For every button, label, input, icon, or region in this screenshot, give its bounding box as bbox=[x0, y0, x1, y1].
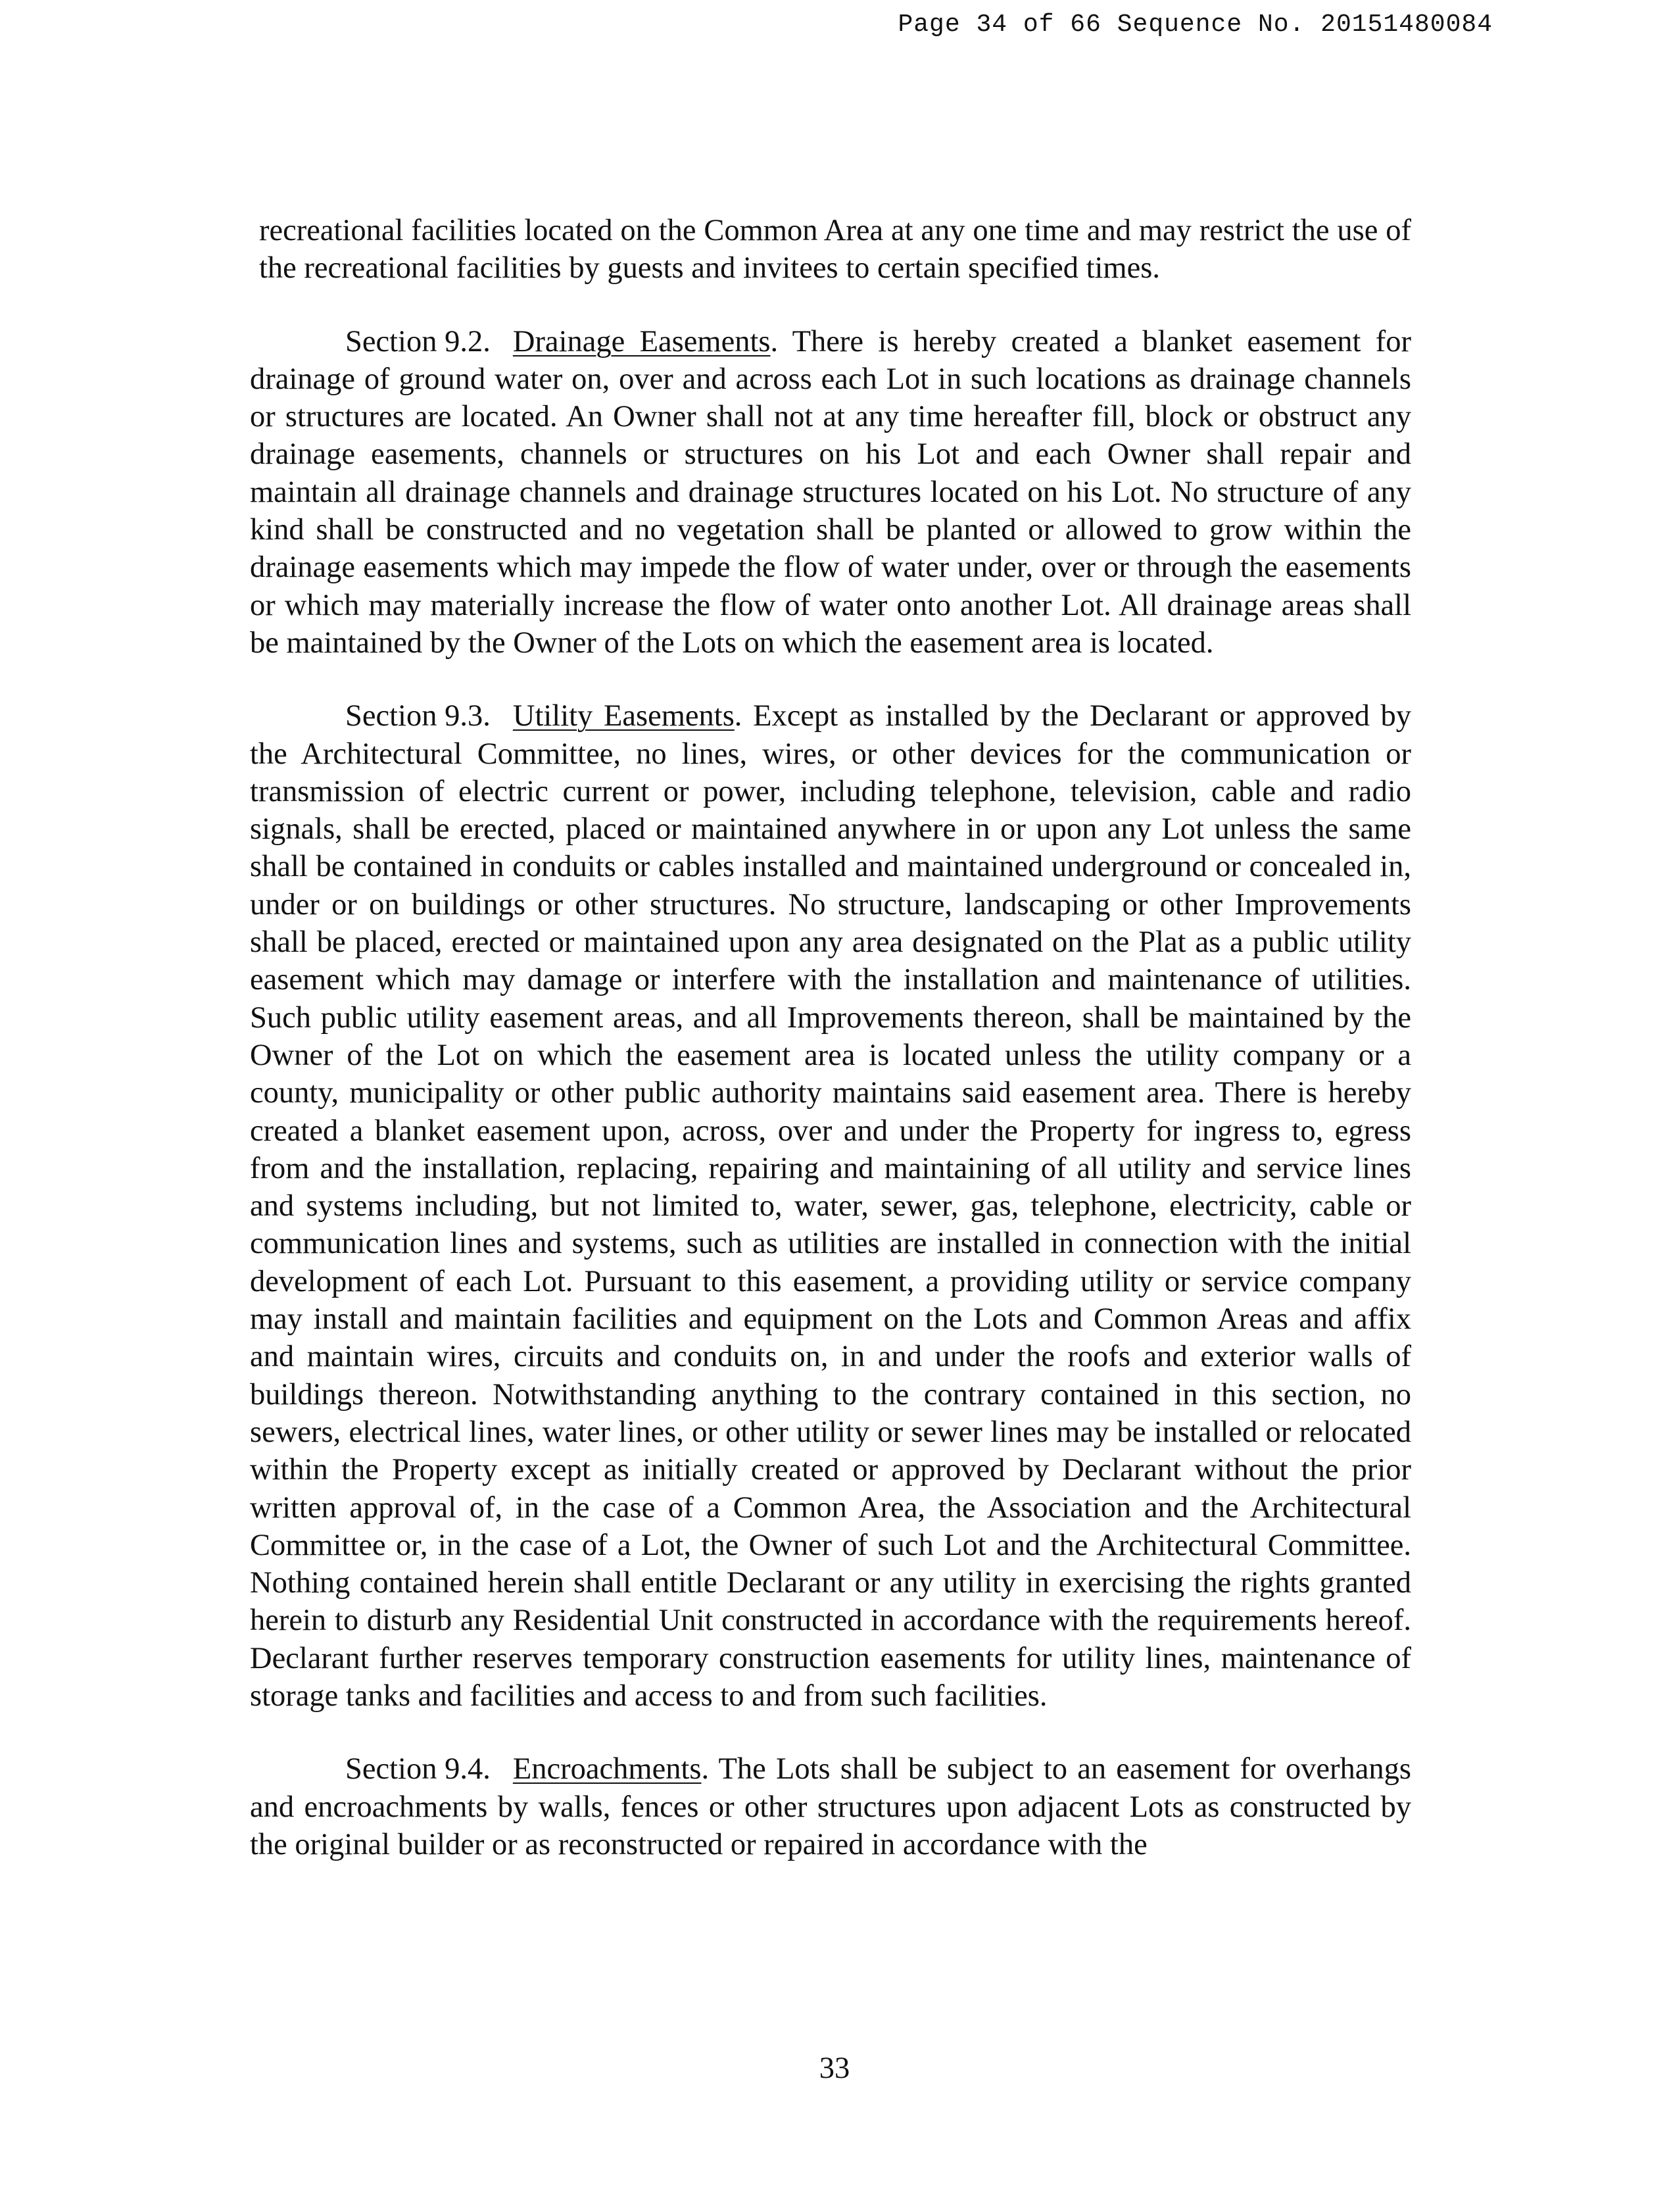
paragraph-continuation bbox=[250, 212, 1411, 287]
section-heading: Drainage Easements bbox=[512, 324, 771, 358]
paragraph-text: . Except as installed by the Declarant or approved by the Architectural Committee, no lines, wires, or other devices for the communication or transmission of electric current or power, including telephone, television, cable and radio signals, shall be erected, placed or maintained anywhere in or upon any Lot unless the same shall be contained in conduits or cables installed and maintained underground or concealed in, under or on buildings or other structures. No structure, landscaping or other Improvements shall be placed, erected or maintained upon any area designated on the Plat as a public utility easement which may damage or interfere with the installation and maintenance of utilities. Such public utility easement areas, and all Improvements thereon, shall be maintained by the Owner of the Lot on which the easement area is located unless the utility company or a county, municipality or other public authority maintains said easement area. There is hereby created a blanket easement upon, across, over and under the Property for ingress to, egress from and the installation, replacing, repairing and maintaining of all utility and service lines and systems including, but not limited to, water, sewer, gas, telephone, electricity, cable or communication lines and systems, such as utilities are installed in connection with the initial development of each Lot. Pursuant to this easement, a providing utility or service company may install and maintain facilities and equipment on the Lots and Common Areas and affix and maintain wires, circuits and conduits on, in and under the roofs and exterior walls of buildings thereon. Notwithstanding anything to the contrary contained in this section, no sewers, electrical lines, water lines, or other utility or sewer lines may be installed or relocated within the Property except as initially created or approved by Declarant without the prior written approval of, in the case of a Common Area, the Association and the Architectural Committee or, in the case of a Lot, the Owner of such Lot and the Architectural Committee. Nothing contained herein shall entitle Declarant or any utility in exercising the rights granted herein to disturb any Residential Unit constructed in accordance with the requirements hereof. Declarant further reserves temporary construction easements for utility lines, maintenance of storage tanks and facilities and access to and from such facilities. bbox=[250, 699, 1411, 1713]
section-number: Section 9.2. bbox=[345, 324, 491, 358]
section-number: Section 9.3. bbox=[345, 699, 491, 733]
page-sequence-header: Page 34 of 66 Sequence No. 20151480084 bbox=[898, 11, 1493, 39]
paragraph-text: . There is hereby created a blanket easement for drainage of ground water on, over and across each Lot in such locations as drainage channels or structures are located. An Owner shall not at any time hereafter fill, block or obstruct any drainage easements, channels or structures on his Lot and each Owner shall repair and maintain all drainage channels and drainage structures located on his Lot. No structure of any kind shall be constructed and no vegetation shall be planted or allowed to grow within the drainage easements which may impede the flow of water under, over or through the easements or which may materially increase the flow of water onto another Lot. All drainage areas shall be maintained by the Owner of the Lots on which the easement area is located. bbox=[250, 324, 1411, 660]
paragraph-text: recreational facilities located on the Common Area at any one time and may restrict the use of the recreational facilities by guests and invitees to certain specified times. bbox=[259, 214, 1411, 285]
document-body bbox=[250, 212, 1411, 1863]
page-number: 33 bbox=[819, 2052, 850, 2085]
section-9-2-drainage-easements bbox=[250, 323, 1411, 662]
section-heading: Encroachments bbox=[512, 1752, 702, 1786]
section-9-3-utility-easements bbox=[250, 697, 1411, 1715]
section-number: Section 9.4. bbox=[345, 1752, 491, 1786]
section-heading: Utility Easements bbox=[512, 699, 735, 733]
paragraph-text: . The Lots shall be subject to an easement for overhangs and encroachments by walls, fences or other structures upon adjacent Lots as constructed by the original builder or as reconstructed or repaired in accordance with the bbox=[250, 1752, 1411, 1861]
section-9-4-encroachments bbox=[250, 1750, 1411, 1863]
